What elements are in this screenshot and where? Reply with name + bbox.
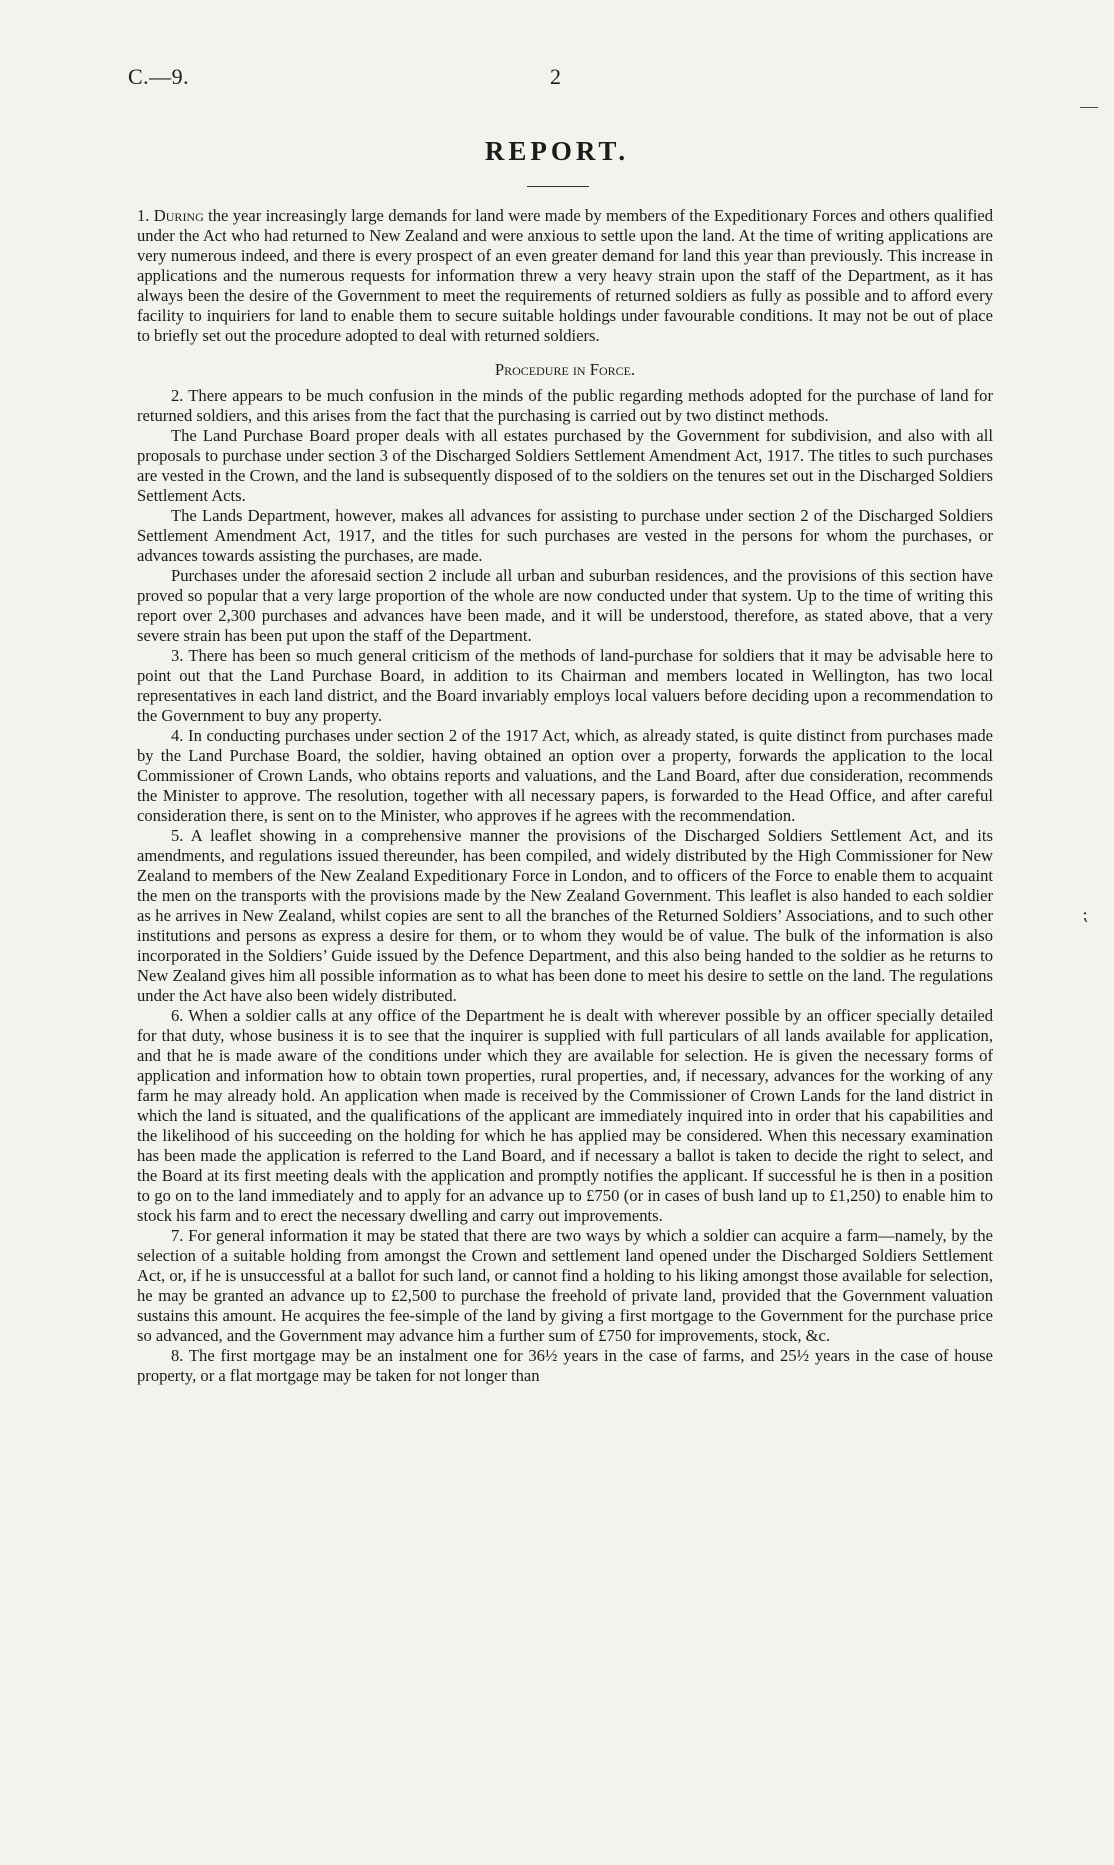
- paragraph-1-text: the year increasingly large demands for land were made by members of the Expeditionary Forces and others qualified under the Act who had returned to New Zealand and were anxious to settle upon the land. At the time of writing applications are very numerous indeed, and there is every prospect of an even greater demand for land this year than previously. This increase in applications and the numerous requests for information threw a very heavy strain upon the staff of the Department, as it has always been the desire of the Government to meet the requirements of returned soldiers as fully as possible and to afford every facility to inquiriers for land to enable them to secure suitable holdings under favourable conditions. It may not be out of place to briefly set out the procedure adopted to deal with returned soldiers.: [137, 206, 994, 345]
- margin-mark: —: [1080, 96, 1098, 116]
- paragraph-6: 6. When a soldier calls at any office of the Department he is dealt with wherever possible by an officer specially detailed for that duty, whose business it is to see that the inquirer is supplied with full particulars of all lands available for application, and that he is made aware of the conditions under which they are available for selection. He is given the necessary forms of application and information how to obtain town properties, rural properties, and, if necessary, advances for the working of any farm he may already hold. An application when made is received by the Commissioner of Crown Lands for the land district in which the land is situated, and the qualifications of the applicant are immediately inquired into in order that his capabilities and the likelihood of his succeeding on the holding for which he has applied may be considered. When this necessary examination has been made the application is referred to the Land Board, and if necessary a ballot is taken to decide the right to select, and the Board at its first meeting deals with the application and promptly notifies the applicant. If successful he is then in a position to go on to the land immediately and to apply for an advance up to £750 (or in cases of bush land up to £1,250) to enable him to stock his farm and to erect the necessary dwelling and carry out improvements.: [137, 1006, 993, 1225]
- paragraph-5: 5. A leaflet showing in a comprehensive manner the provisions of the Discharged Soldiers Settlement Act, and its amendments, and regulations issued thereunder, has been compiled, and widely distributed by the High Commissioner for New Zealand to members of the New Zealand Expeditionary Force in London, and to officers of the Force to enable them to acquaint the men on the transports with the provisions made by the New Zealand Government. This leaflet is also handed to each soldier as he arrives in New Zealand, whilst copies are sent to all the branches of the Returned Soldiers’ Associations, and to such other institutions and persons as express a desire for them, or to whom they would be of value. The bulk of the information is also incorporated in the Soldiers’ Guide issued by the Defence Department, and this also being handed to the soldier as he returns to New Zealand gives him all possible information as to what has been done to meet his desire to settle on the land. The regulations under the Act have also been widely distributed.: [137, 826, 993, 1005]
- page-number: 2: [550, 64, 561, 89]
- paragraph-3: 3. There has been so much general criticism of the methods of land-purchase for soldiers that it may be advisable here to point out that the Land Purchase Board, in addition to its Chairman and members located in Wellington, has two local representatives in each land district, and the Board invariably employs local valuers before deciding upon a recommendation to the Government to buy any property.: [137, 646, 993, 725]
- document-code: C.—9.: [128, 64, 190, 89]
- paragraph-4: 4. In conducting purchases under section 2 of the 1917 Act, which, as already stated, is quite distinct from purchases made by the Land Purchase Board, the soldier, having obtained an option over a property, forwards the application to the local Commissioner of Crown Lands, who obtains reports and valuations, and the Land Board, after due consideration, recommends the Minister to approve. The resolution, together with all necessary papers, is forwarded to the Head Office, and after careful consideration there, is sent on to the Minister, who approves if he agrees with the recommendation.: [137, 726, 993, 825]
- title-rule: [527, 186, 589, 187]
- paragraph-2: 2. There appears to be much confusion in the minds of the public regarding methods adopted for the purchase of land for returned soldiers, and this arises from the fact that the purchasing is carried out by two distinct methods.: [137, 386, 993, 425]
- paragraph-7: 7. For general information it may be stated that there are two ways by which a soldier can acquire a farm—namely, by the selection of a suitable holding from amongst the Crown and settlement land opened under the Discharged Soldiers Settlement Act, or, if he is unsuccessful at a ballot for such land, or cannot find a holding to his liking amongst those available for selection, he may be granted an advance up to £2,500 to purchase the freehold of private land, provided that the Government valuation sustains this amount. He acquires the fee-simple of the land by giving a first mortgage to the Government for the purchase price so advanced, and the Government may advance him a further sum of £750 for improvements, stock, &c.: [137, 1226, 993, 1345]
- paragraph-1-lead: 1. During: [137, 206, 204, 225]
- report-body: [137, 206, 993, 1386]
- report-title: REPORT.: [484, 136, 630, 166]
- paragraph-2c: The Lands Department, however, makes all advances for assisting to purchase under section 2 of the Discharged Soldiers Settlement Amendment Act, 1917, and the titles for such purchases are vested in the persons for whom the purchases, or advances towards assisting the purchases, are made.: [137, 506, 993, 565]
- paragraph-2b: The Land Purchase Board proper deals with all estates purchased by the Government for subdivision, and also with all proposals to purchase under section 3 of the Discharged Soldiers Settlement Amendment Act, 1917. The titles to such purchases are vested in the Crown, and the land is subsequently disposed of to the soldiers on the tenures set out in the Discharged Soldiers Settlement Acts.: [137, 426, 993, 505]
- paragraph-8: 8. The first mortgage may be an instalment one for 36½ years in the case of farms, and 25½ years in the case of house property, or a flat mortgage may be taken for not longer than: [137, 1346, 993, 1385]
- paragraph-2d: Purchases under the aforesaid section 2 include all urban and suburban residences, and the provisions of this section have proved so popular that a very large proportion of the whole are now conducted under that system. Up to the time of writing this report over 2,300 purchases and advances have been made, and it will be understood, therefore, as stated above, that a very severe strain has been put upon the staff of the Department.: [137, 566, 993, 645]
- paragraph-1: [137, 206, 993, 346]
- section-heading: Procedure in Force.: [494, 360, 636, 379]
- margin-mark: ⁏: [1082, 904, 1089, 924]
